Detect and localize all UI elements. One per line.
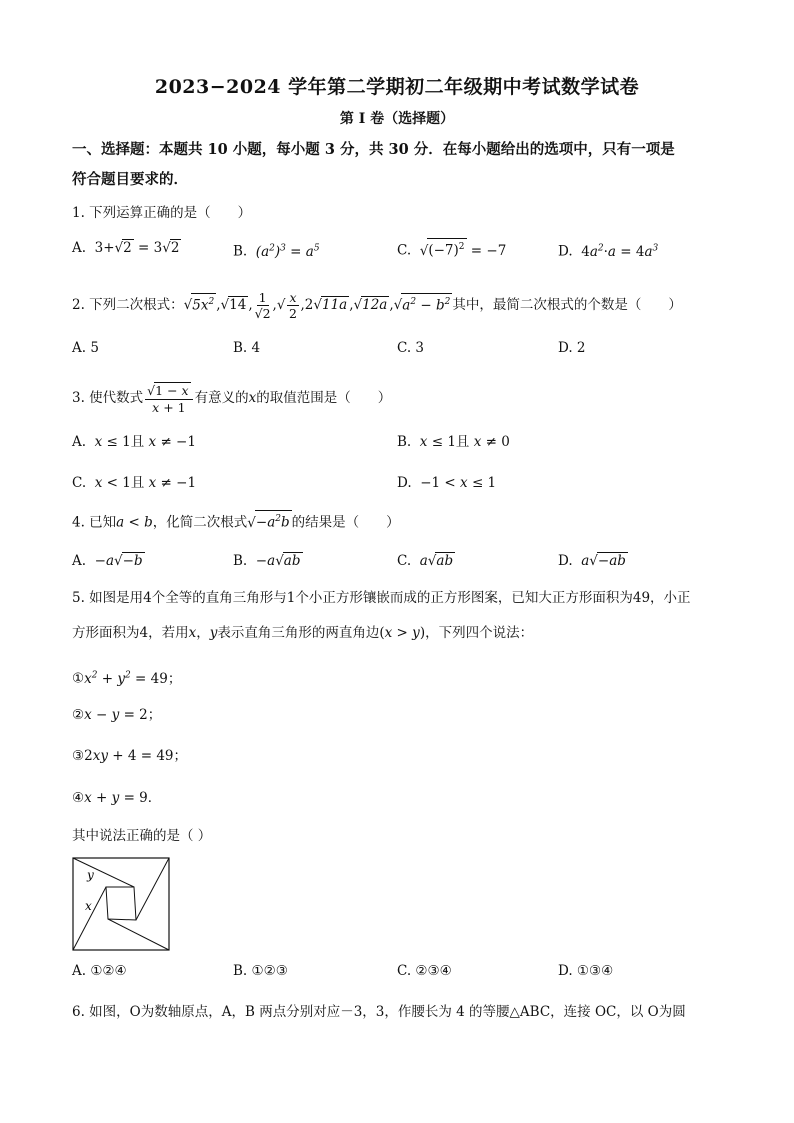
q5-line2d: ，下列四个说法： — [425, 625, 534, 641]
q5-statement-1: $①x^2 + y^2 = 49$； — [72, 670, 182, 687]
q1-option-a-expr: 3+√2 = 3√2 — [90, 240, 180, 256]
q3-post: 有意义的 — [194, 390, 249, 406]
q4-option-b-expr: −a√ab — [251, 553, 301, 569]
q1-option-b-label: B. — [233, 243, 248, 260]
q2-option-c: C. 3 — [397, 340, 425, 356]
q4-option-c-label: C. — [397, 553, 412, 569]
question-6-line1: 6. 如图，O为数轴原点，A，B 两点分别对应－3，3，作腰长为 4 的等腰△ABC，连接 OC，以 O为圆 — [72, 1004, 686, 1020]
q2-option-b: B. 4 — [233, 340, 261, 356]
q5-square-figure — [72, 857, 170, 951]
q3-option-c — [72, 473, 196, 493]
fig-label-x: x — [85, 899, 92, 913]
q1-option-b-expr: $(a^2)^3 = a^5$ — [251, 243, 320, 260]
q1-option-b — [233, 238, 320, 262]
q4-option-d-expr: a√−ab — [576, 553, 626, 569]
q4-option-b-label: B. — [233, 553, 248, 569]
q5-statement-4: ④x + y = 9． — [72, 790, 162, 806]
page-title: 2023−2024 学年第二学期初二年级期中考试数学试卷 — [154, 76, 640, 98]
q3-option-d-label: D. — [397, 475, 412, 491]
fig-label-y: y — [87, 868, 94, 882]
q4-option-d-label: D. — [558, 553, 573, 569]
q5-line2a: 方形面积为4，若用 — [72, 625, 189, 641]
q2-option-a: A. 5 — [72, 340, 99, 356]
q4-mid: ，化简二次根式 — [152, 514, 248, 531]
q3-option-a-expr: x ≤ 1且 x ≠ −1 — [90, 434, 196, 450]
q5-ask: 其中说法正确的是（ ） — [72, 828, 212, 844]
inner-square — [106, 887, 136, 920]
q1-option-c — [397, 238, 506, 261]
q3-option-a — [72, 432, 196, 452]
q5-statement-2-marker: ② — [72, 707, 85, 723]
q3-fraction: $\frac{√1 - x}{x + 1}$ — [145, 382, 192, 415]
q5-option-d: D. ①③④ — [558, 963, 614, 979]
question-1-stem: 1. 下列运算正确的是（ ） — [72, 205, 252, 221]
q1-option-d-label: D. — [558, 243, 573, 260]
triangle-edge-2 — [136, 858, 169, 920]
question-2-stem — [72, 290, 732, 321]
q5-statement-1-marker: ① — [72, 670, 85, 687]
question-4-stem — [72, 510, 732, 533]
q5-statement-3-marker: ③ — [72, 748, 85, 764]
question-5-line2 — [72, 623, 732, 643]
q3-option-d — [397, 473, 496, 493]
q5-option-a: A. ①②④ — [72, 963, 127, 979]
q5-line2b: ， — [196, 625, 210, 641]
section-instructions-line2: 符合题目要求的． — [72, 171, 188, 188]
q3-option-b-expr: x ≤ 1且 x ≠ 0 — [415, 434, 510, 450]
q4-radical: $√-a^2b$ — [247, 515, 291, 531]
q3-option-a-label: A. — [72, 434, 87, 450]
q3-option-d-expr: −1 < x ≤ 1 — [415, 475, 497, 491]
q2-option-d: D. 2 — [558, 340, 586, 356]
q5-option-c: C. ②③④ — [397, 963, 452, 979]
q5-var-y: y — [209, 625, 218, 641]
page-subtitle: 第 I 卷（选择题） — [339, 111, 455, 127]
q1-option-a-label: A. — [72, 240, 87, 256]
q4-condition: a < b — [116, 514, 153, 531]
q4-option-a — [72, 551, 145, 571]
triangle-edge-1 — [73, 858, 134, 887]
q4-option-a-expr: −a√−b — [90, 553, 143, 569]
q5-line2c: 表示直角三角形的两直角边 — [217, 625, 380, 641]
q4-option-d — [558, 551, 628, 571]
q1-option-d — [558, 238, 658, 262]
q5-statement-4-marker: ④ — [72, 790, 85, 806]
q3-var-x: x — [248, 390, 257, 406]
q2-radicals: $√5x^2$ ,√14 , $\frac{1}{√2}$ ,√ $\frac{x}{2}$ ,2√11a ,√12a $,√a^2 - b^2$ — [183, 290, 451, 321]
q4-option-c — [397, 551, 455, 571]
q2-label: 2. 下列二次根式： — [72, 297, 184, 313]
q5-var-x: x — [188, 625, 197, 641]
question-5-line1: 5. 如图是用4个全等的直角三角形与1个小正方形镶嵌而成的正方形图案，已知大正方形面积为49，小正 — [72, 590, 691, 606]
q5-condition: (x > y) — [379, 625, 426, 641]
triangle-edge-3 — [108, 919, 169, 950]
q3-option-b — [397, 432, 510, 452]
q4-post: 的结果是（ ） — [291, 514, 400, 531]
q5-statement-3: ③2xy + 4 = 49； — [72, 748, 188, 764]
q3-option-b-label: B. — [397, 434, 412, 450]
q2-tail: 其中，最简二次根式的个数是（ ） — [452, 297, 682, 313]
q4-option-c-expr: a√ab — [415, 553, 454, 569]
q3-option-c-expr: x < 1且 x ≠ −1 — [90, 475, 197, 491]
question-3-stem — [72, 382, 732, 415]
q4-option-b — [233, 551, 303, 571]
triangle-edge-4 — [73, 887, 106, 950]
q4-option-a-label: A. — [72, 553, 87, 569]
q3-option-c-label: C. — [72, 475, 87, 491]
q5-option-b: B. ①②③ — [233, 963, 288, 979]
q1-option-a — [72, 238, 181, 258]
q5-statement-2: ②x − y = 2； — [72, 707, 162, 723]
q3-post2: 的取值范围是（ ） — [256, 390, 392, 406]
q1-option-c-expr: $√(-7)^2 = -7$ — [415, 243, 506, 259]
section-instructions-line1: 一、选择题：本题共 10 小题，每小题 3 分，共 30 分．在每小题给出的选项中，只有一项是 — [72, 141, 675, 158]
q1-option-c-label: C. — [397, 242, 412, 259]
q3-pre: 3. 使代数式 — [72, 390, 144, 406]
q1-option-d-expr: $4a^2\cdot a = 4a^3$ — [576, 243, 659, 260]
q4-pre: 4. 已知 — [72, 514, 117, 531]
